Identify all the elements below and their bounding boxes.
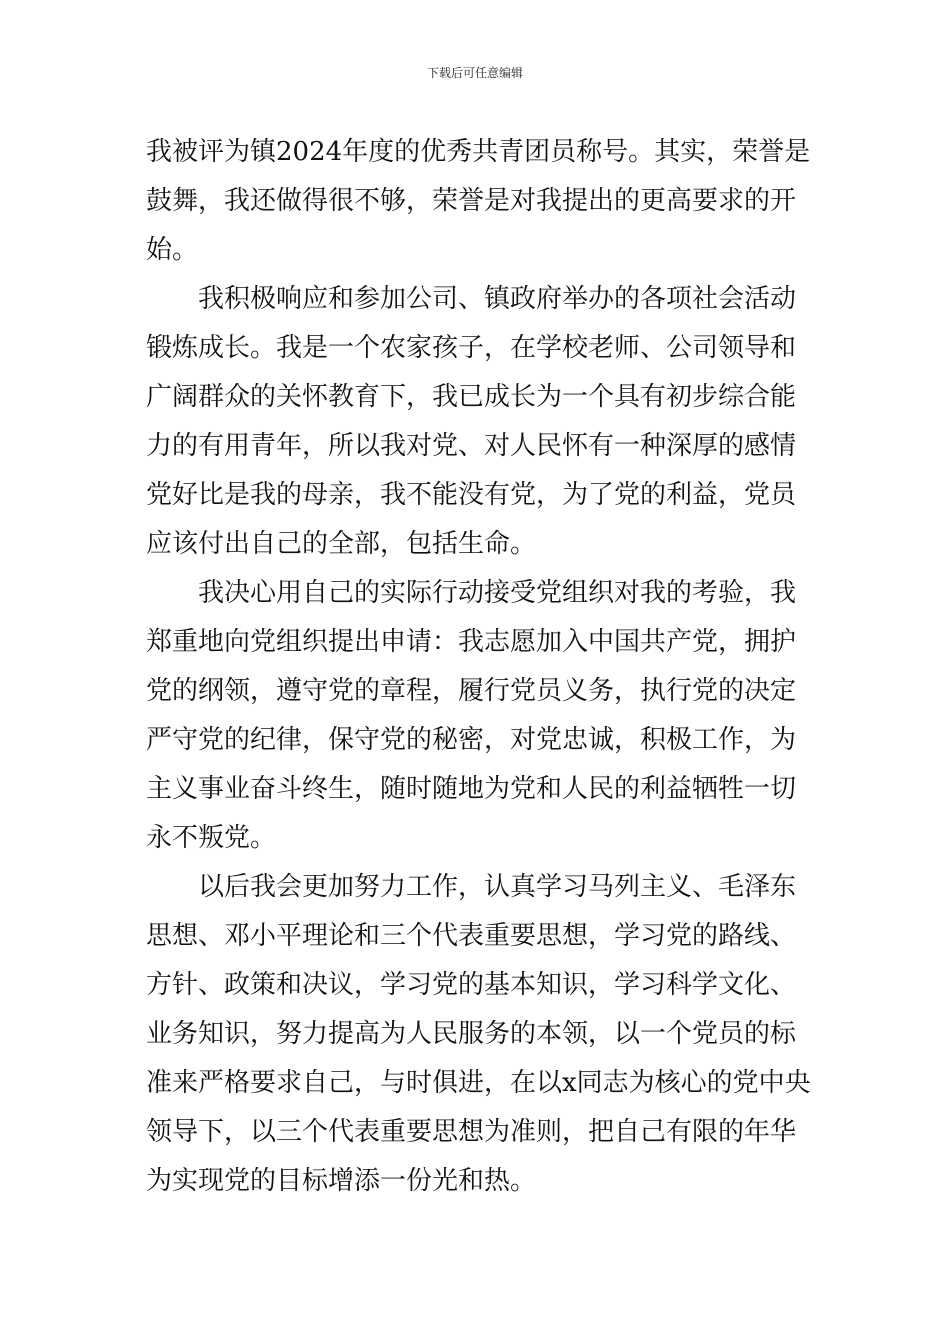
text-line: 领导下，以三个代表重要思想为准则，把自己有限的年华	[146, 1117, 797, 1147]
text-line: 党的纲领，遵守党的章程，履行党员义务，执行党的决定	[146, 676, 797, 706]
text-line: 我积极响应和参加公司、镇政府举办的各项社会活动	[198, 284, 797, 314]
paragraph	[146, 275, 810, 569]
text-line: 业务知识，努力提高为人民服务的本领，以一个党员的标	[146, 1019, 797, 1049]
text-line: 我被评为镇2024年度的优秀共青团员称号。其实，荣誉是	[146, 137, 811, 167]
text-line: 应该付出自己的全部，包括生命。	[146, 529, 537, 559]
text-line: 思想、邓小平理论和三个代表重要思想，学习党的路线、	[146, 921, 797, 951]
text-line: 锻炼成长。我是一个农家孩子，在学校老师、公司领导和	[146, 333, 797, 363]
text-line: 方针、政策和决议，学习党的基本知识，学习科学文化、	[146, 970, 797, 1000]
paragraph	[146, 569, 810, 863]
text-line: 广阔群众的关怀教育下，我已成长为一个具有初步综合能	[146, 382, 797, 412]
text-line: 我决心用自己的实际行动接受党组织对我的考验，我	[198, 578, 797, 608]
text-line: 党好比是我的母亲，我不能没有党，为了党的利益，党员	[146, 480, 797, 510]
paragraph	[146, 128, 810, 275]
text-line: 准来严格要求自己，与时俱进，在以x同志为核心的党中央	[146, 1068, 811, 1098]
text-line: 鼓舞，我还做得很不够，荣誉是对我提出的更高要求的开	[146, 186, 797, 216]
page-header: 下载后可任意编辑	[426, 66, 523, 80]
text-line: 以后我会更加努力工作，认真学习马列主义、毛泽东	[198, 872, 797, 902]
text-line: 主义事业奋斗终生，随时随地为党和人民的利益牺牲一切	[146, 774, 797, 804]
paragraph	[146, 863, 810, 1206]
text-line: 永不叛党。	[146, 823, 277, 853]
document-body	[146, 128, 810, 1206]
text-line: 为实现党的目标增添一份光和热。	[146, 1166, 537, 1196]
text-line: 郑重地向党组织提出申请：我志愿加入中国共产党，拥护	[146, 627, 797, 657]
text-line: 严守党的纪律，保守党的秘密，对党忠诚，积极工作，为	[146, 725, 797, 755]
text-line: 力的有用青年，所以我对党、对人民怀有一种深厚的感情	[146, 431, 797, 461]
text-line: 始。	[146, 235, 199, 265]
